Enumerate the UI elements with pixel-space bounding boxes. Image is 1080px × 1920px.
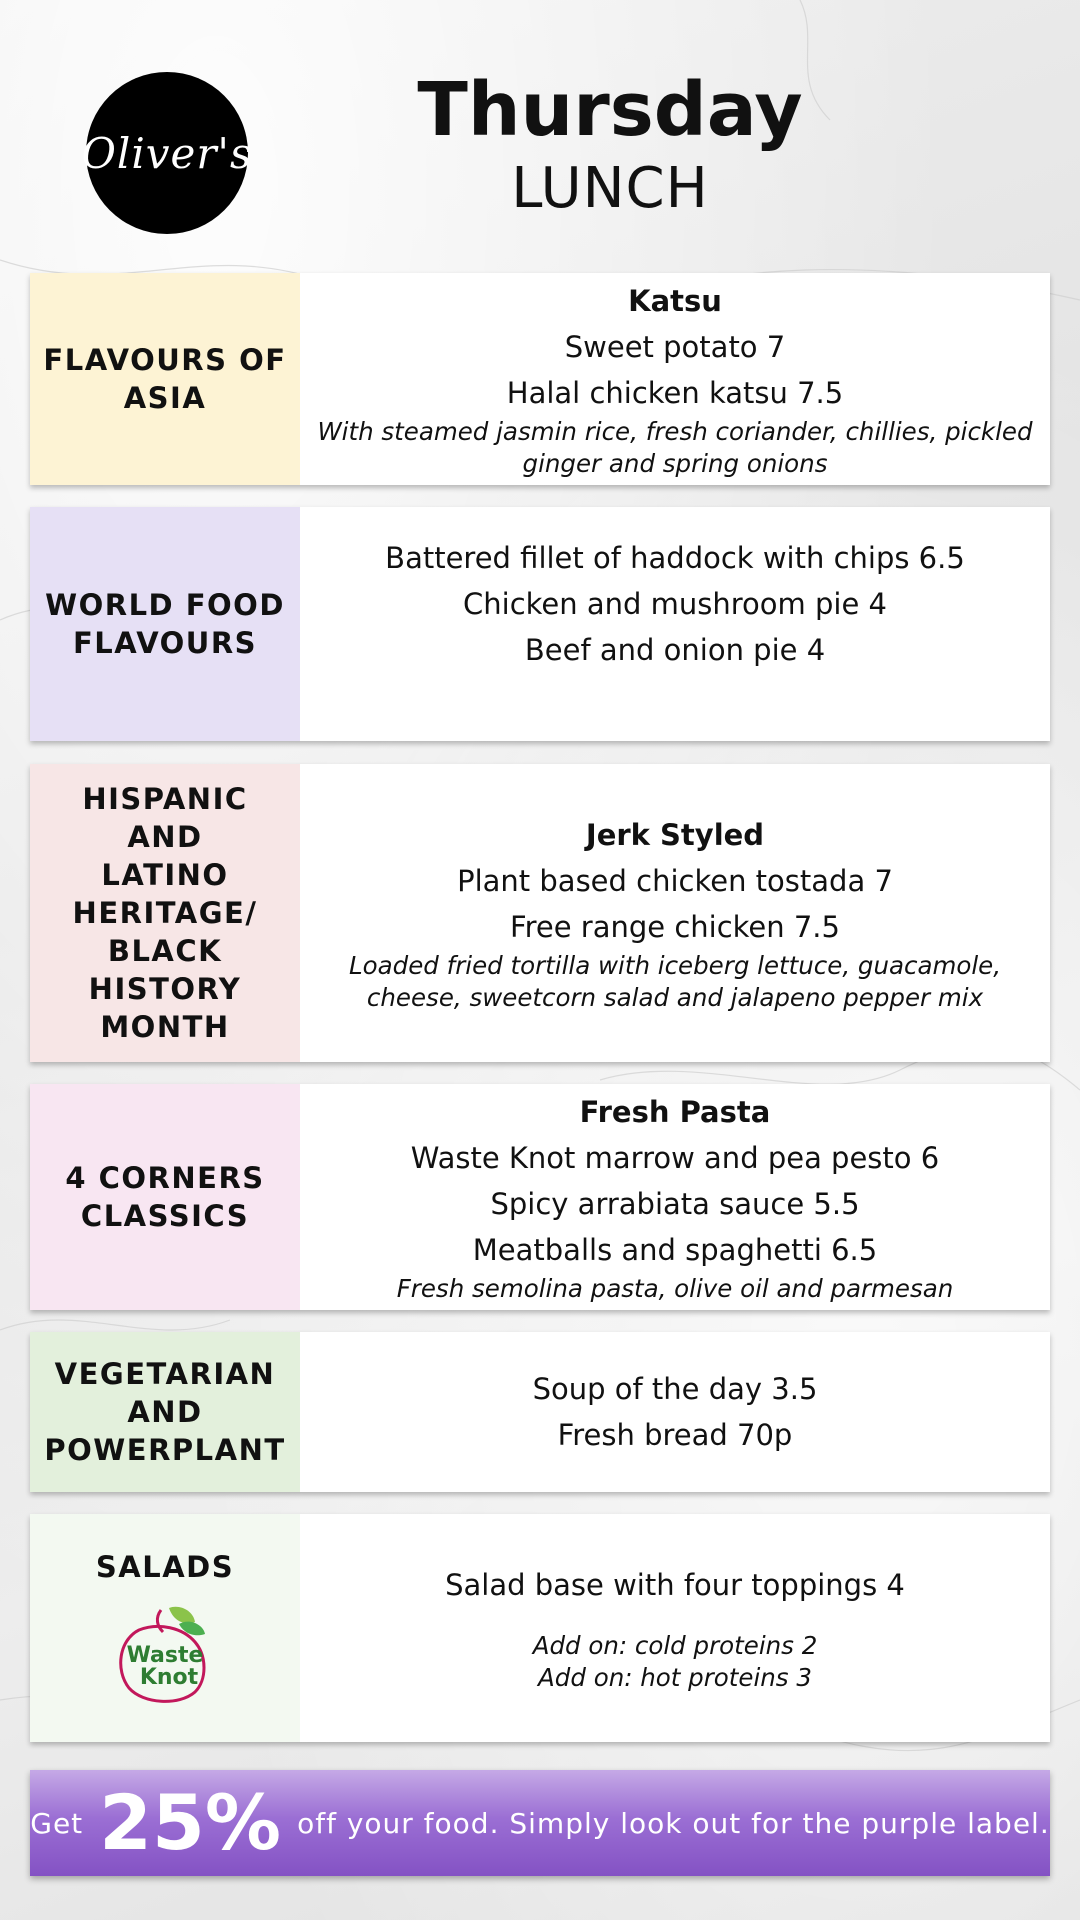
category-panel xyxy=(30,507,300,741)
menu-items xyxy=(300,273,1050,485)
waste-knot-logo-line2: Knot xyxy=(139,1665,199,1690)
menu-section-hispanic-latino-heritage xyxy=(30,764,1050,1062)
category-label: SALADS xyxy=(95,1550,235,1584)
meal-title: LUNCH xyxy=(511,156,709,221)
menu-item: Soup of the day 3.5 xyxy=(532,1372,818,1406)
category-panel xyxy=(30,1514,300,1742)
category-label: FLAVOURS OF ASIA xyxy=(43,343,287,415)
promo-prefix: Get xyxy=(30,1806,84,1840)
add-on-item: Add on: cold proteins 2 xyxy=(532,1631,818,1660)
menu-section-vegetarian-powerplant xyxy=(30,1332,1050,1492)
category-panel xyxy=(30,1332,300,1492)
menu-section-world-food-flavours xyxy=(30,507,1050,741)
menu-item: Halal chicken katsu 7.5 xyxy=(506,376,844,410)
category-panel xyxy=(30,764,300,1062)
menu-item: Waste Knot marrow and pea pesto 6 xyxy=(410,1141,940,1175)
menu-item: Spicy arrabiata sauce 5.5 xyxy=(490,1187,860,1221)
item-heading: Jerk Styled xyxy=(585,818,765,852)
menu-items xyxy=(300,764,1050,1062)
menu-item: Sweet potato 7 xyxy=(564,330,786,364)
add-on-item: Add on: hot proteins 3 xyxy=(538,1663,812,1692)
item-description: Fresh semolina pasta, olive oil and parmesan xyxy=(396,1274,954,1303)
logo-text: Oliver's xyxy=(81,128,253,178)
category-label: WORLD FOOD FLAVOURS xyxy=(45,588,285,660)
waste-knot-logo-line1: Waste xyxy=(126,1643,204,1668)
menu-section-salads xyxy=(30,1514,1050,1742)
item-heading: Fresh Pasta xyxy=(579,1095,771,1129)
menu-item: Fresh bread 70p xyxy=(557,1418,793,1452)
menu-items xyxy=(300,1084,1050,1310)
menu-items xyxy=(300,1332,1050,1492)
menu-section-4-corners-classics xyxy=(30,1084,1050,1310)
olivers-logo xyxy=(81,72,253,234)
menu-item: Chicken and mushroom pie 4 xyxy=(463,587,887,621)
category-label: 4 CORNERS CLASSICS xyxy=(65,1161,265,1233)
menu-item: Plant based chicken tostada 7 xyxy=(457,864,893,898)
menu-item: Salad base with four toppings 4 xyxy=(445,1568,905,1602)
menu-item: Meatballs and spaghetti 6.5 xyxy=(472,1233,878,1267)
menu-items xyxy=(300,1514,1050,1742)
promo-discount: 25% xyxy=(99,1778,282,1867)
menu-section-flavours-of-asia xyxy=(30,273,1050,485)
category-panel xyxy=(30,1084,300,1310)
waste-knot-logo xyxy=(109,1600,221,1708)
menu-item: Battered fillet of haddock with chips 6.5 xyxy=(385,541,965,575)
menu-item: Beef and onion pie 4 xyxy=(524,633,826,667)
item-description: With steamed jasmin rice, fresh coriander, chillies, pickled ginger and spring onions xyxy=(317,417,1033,478)
menu-item: Free range chicken 7.5 xyxy=(510,910,840,944)
category-label: VEGETARIAN AND POWERPLANT xyxy=(44,1357,286,1467)
day-title: Thursday xyxy=(417,67,803,153)
menu-items xyxy=(300,507,1050,741)
item-heading: Katsu xyxy=(628,284,722,318)
category-label: HISPANIC AND LATINO HERITAGE/ BLACK HISTORY MONTH xyxy=(72,782,258,1044)
promo-text: off your food. Simply look out for the purple label. xyxy=(297,1806,1050,1840)
item-description: Loaded fried tortilla with iceberg lettuce, guacamole, cheese, sweetcorn salad and jalapeno pepper mix xyxy=(348,951,1002,1012)
discount-banner xyxy=(30,1770,1050,1876)
category-panel xyxy=(30,273,300,485)
